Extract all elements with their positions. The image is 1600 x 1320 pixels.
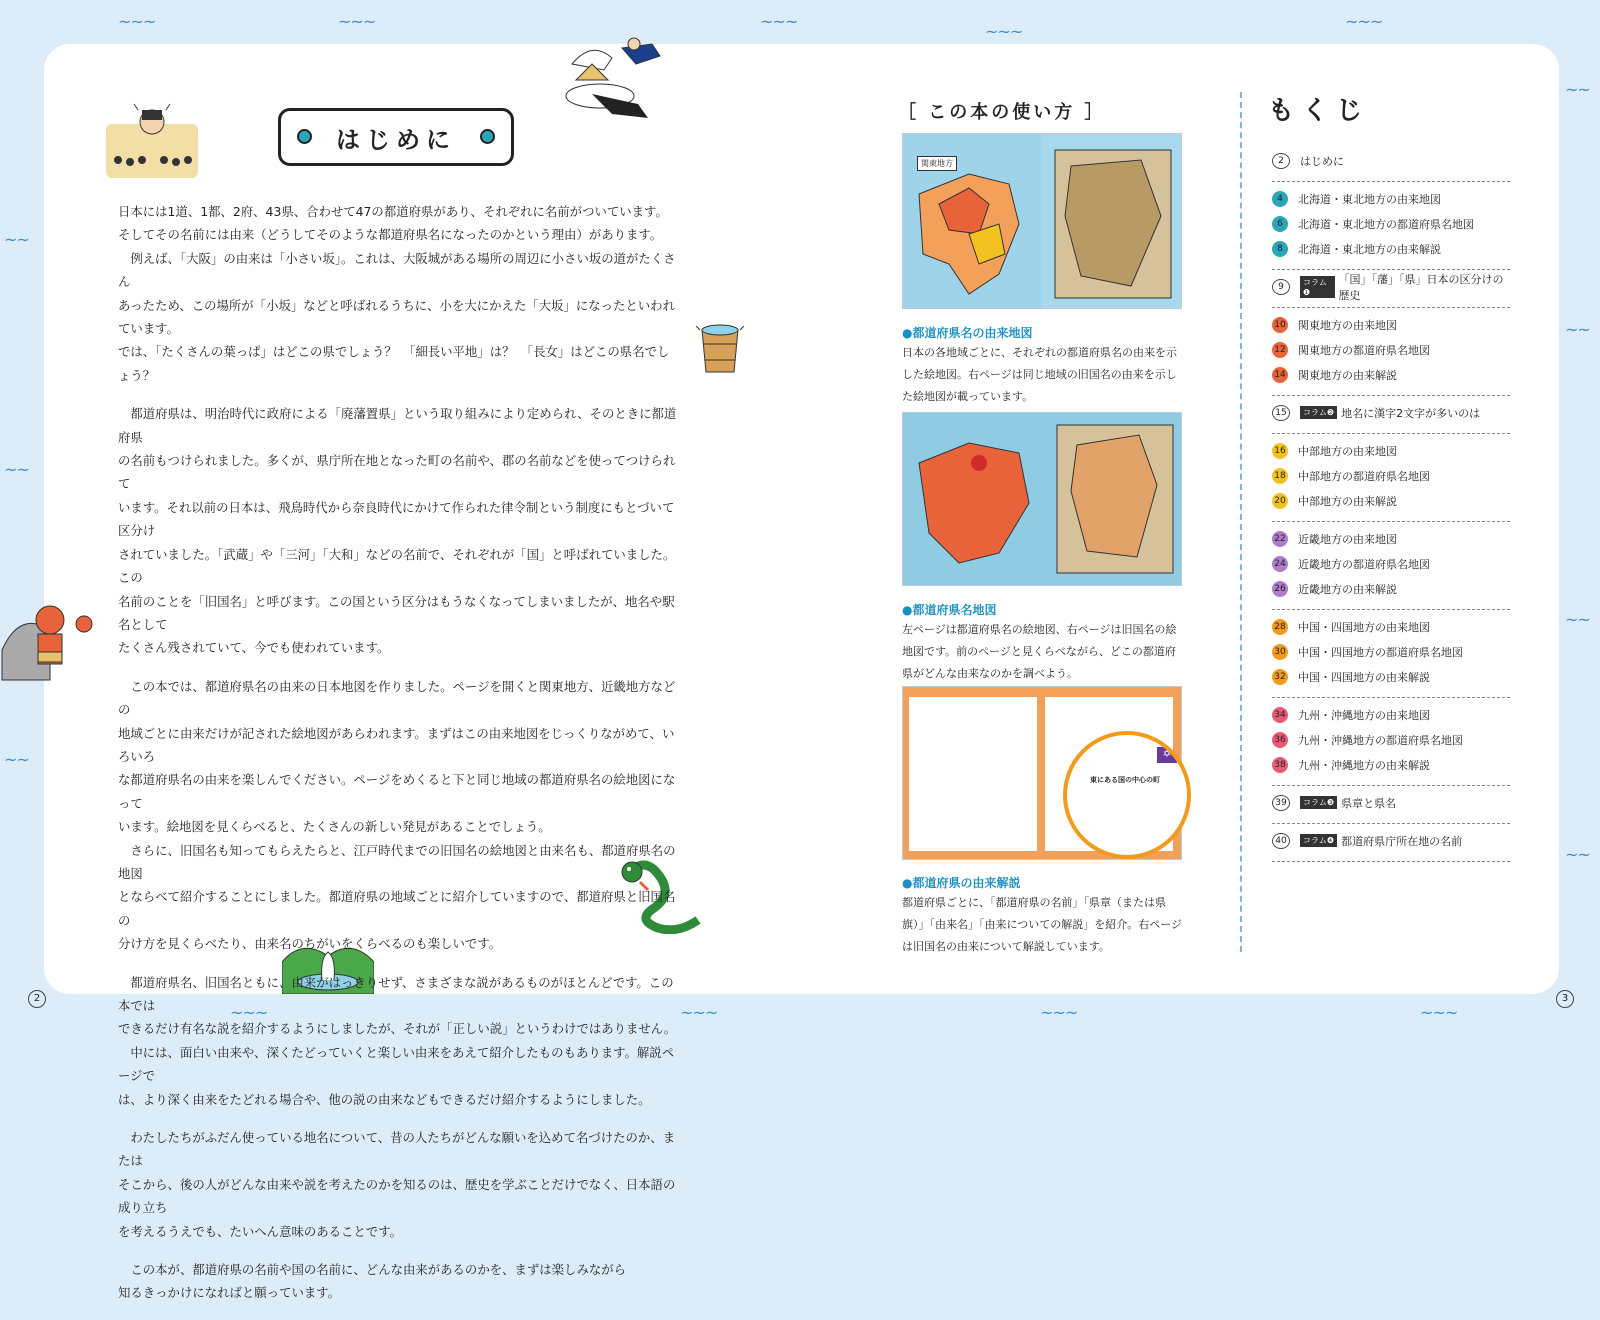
toc-group	[1272, 434, 1510, 522]
howto-desc-1: 日本の各地域ごとに、それぞれの都道府県名の由来を示した絵地図。右ページは同じ地域の旧国名の由来を示した絵地図が載っています。	[902, 346, 1177, 403]
old-province-map-thumbnail	[1051, 146, 1175, 302]
toc-page-number: 24	[1272, 556, 1288, 572]
sample-page-explanation	[902, 686, 1182, 860]
toc-entry[interactable]	[1272, 752, 1510, 777]
toc-entry-label: 県章と県名	[1341, 796, 1397, 810]
toc-entry-label: 中国・四国地方の由来地図	[1298, 620, 1430, 634]
howto-caption-3: ●都道府県の由来解説	[902, 876, 1021, 890]
toc-entry-label: 中部地方の由来地図	[1298, 444, 1397, 458]
toc-entry-label: 地名に漢字2文字が多いのは	[1341, 406, 1481, 420]
toc-page-number: 34	[1272, 707, 1288, 723]
toc-entry-label: 近畿地方の由来解説	[1298, 582, 1397, 596]
toc-entry[interactable]	[1272, 211, 1510, 236]
toc-entry[interactable]	[1272, 727, 1510, 752]
column-divider	[1240, 92, 1242, 952]
howto-desc-2: 左ページは都道府県名の絵地図、右ページは旧国名の絵地図です。前のページと見くらべながら、どこの都道府県がどんな由来なのかを調べよう。	[902, 623, 1177, 680]
toc-group	[1272, 396, 1510, 434]
wave-decoration: ~~	[1565, 320, 1590, 339]
toc-entry-label: 北海道・東北地方の由来地図	[1298, 192, 1441, 206]
intro-paragraph: わたしたちがふだん使っている地名について、昔の人たちがどんな願いを込めて名づけたのか、または そこから、後の人がどんな由来や説を考えたのかを知るのは、歴史を学ぶことだけでなく、日本語の成り立ち を考えるうえでも、たいへん意味のあることです。	[118, 1130, 676, 1239]
toc-group	[1272, 698, 1510, 786]
wave-decoration: ~~~	[1420, 1003, 1458, 1022]
column-tag: コラム❶	[1300, 276, 1335, 298]
toc-page-number: 38	[1272, 757, 1288, 773]
kanto-label: 関東地方	[917, 156, 957, 171]
toc-entry-label: 中部地方の由来解説	[1298, 494, 1397, 508]
toc-entry-label: 九州・沖縄地方の由来地図	[1298, 708, 1430, 722]
toc-page-number: 10	[1272, 317, 1288, 333]
toc-page-number: 8	[1272, 241, 1288, 257]
toc-entry[interactable]	[1272, 551, 1510, 576]
wave-decoration: ~~	[1565, 80, 1590, 99]
toc-page-number: 14	[1272, 367, 1288, 383]
wave-decoration: ~~~	[760, 12, 798, 31]
toc-page-number: 9	[1272, 279, 1290, 295]
wave-decoration: ~~	[4, 460, 29, 479]
column-tag: コラム❸	[1300, 796, 1337, 809]
toc-page-number: 32	[1272, 669, 1288, 685]
province-name-map-thumbnail	[1053, 421, 1177, 577]
wave-decoration: ~~	[1565, 610, 1590, 629]
kanto-map-thumbnail	[909, 164, 1037, 304]
crowd-illustration	[104, 100, 200, 180]
toc-entry-label: 「国」「藩」「県」日本の区分けの歴史	[1338, 272, 1504, 302]
toc-entry[interactable]	[1272, 526, 1510, 551]
toc-page-number: 12	[1272, 342, 1288, 358]
column-tag: コラム❹	[1300, 834, 1337, 847]
wave-decoration: ~~~	[985, 22, 1023, 41]
emblem-icon: ✡	[1157, 747, 1177, 763]
toc-page-number: 16	[1272, 443, 1288, 459]
toc-group	[1272, 182, 1510, 270]
toc-entry[interactable]	[1272, 614, 1510, 639]
toc-entry-label: 九州・沖縄地方の都道府県名地図	[1298, 733, 1463, 747]
toc-page-number: 6	[1272, 216, 1288, 232]
sample-page-prefecture-map	[902, 412, 1182, 586]
toc-entry-label: 九州・沖縄地方の由来解説	[1298, 758, 1430, 772]
bucket-illustration	[694, 316, 746, 376]
toc-entry-label: 都道府県庁所在地の名前	[1341, 834, 1463, 848]
intro-paragraph: 日本には1道、1都、2府、43県、合わせて47の都道府県があり、それぞれに名前がついています。 そしてその名前には由来（どうしてそのような都道府県名になったのかという理由）があります。 例えば、「大阪」の由来は「小さい坂」。これは、大阪城がある場所の周辺に小さい坂の道がたくさん あったため、この場所が「小坂」などと呼ばれるうちに、小を大にかえた「大坂」になったといわれています。 では、「たくさんの葉っぱ」はどこの県でしょう？ 「細長い平地」は？ 「長女」はどこの県名でしょう？	[118, 204, 676, 383]
toc-entry[interactable]	[1272, 488, 1510, 513]
intro-paragraph: この本では、都道府県名の由来の日本地図を作りました。ページを開くと関東地方、近畿地方などの 地域ごとに由来だけが記された絵地図があらわれます。まずはこの由来地図をじっくりながめて、いろいろ な都道府県名の由来を楽しんでください。ページをめくると下と同じ地域の都道府県名の絵地図になって います。絵地図を見くらべると、たくさんの新しい発見があることでしょう。 さらに、旧国名も知ってもらえたらと、江戸時代までの旧国名の絵地図と由来名も、都道府県名の地図 とならべて紹介することにしました。都道府県の地域ごとに紹介していますので、都道府県と旧国名の 分け方を見くらべたり、由来名のちがいをくらべるのも楽しいです。	[118, 678, 676, 952]
column-tag: コラム❷	[1300, 406, 1337, 419]
toc-page-number: 30	[1272, 644, 1288, 660]
howto-desc-3: 都道府県ごとに、「都道府県の名前」「県章（または県旗）」「由来名」「由来についての解説」を紹介。右ページは旧国名の由来について解説しています。	[902, 896, 1183, 953]
toc-entry[interactable]	[1272, 236, 1510, 261]
toc-page-number: 20	[1272, 493, 1288, 509]
intro-title: はじめに	[336, 125, 456, 154]
toc-group	[1272, 308, 1510, 396]
prefecture-map-thumbnail	[909, 433, 1039, 573]
wave-decoration: ~~~	[1345, 12, 1383, 31]
toc-group	[1272, 522, 1510, 610]
intro-paragraph: 都道府県名、旧国名ともに、由来がはっきりせず、さまざまな説があるものがほとんどです。この本では できるだけ有名な説を紹介するようにしましたが、それが「正しい説」というわけではありません。 中には、面白い由来や、深くたどっていくと楽しい由来をあえて紹介したものもあります。解説ページで は、より深く由来をたどれる場合や、他の説の由来などもできるだけ紹介するようにしました。	[118, 974, 677, 1107]
wave-decoration: ~~	[1565, 845, 1590, 864]
toc-entry-label: 北海道・東北地方の都道府県名地図	[1298, 217, 1474, 231]
toc-entry[interactable]	[1272, 312, 1510, 337]
toc-page-number: 2	[1272, 153, 1290, 169]
toc-group	[1272, 144, 1510, 182]
toc-entry[interactable]	[1272, 463, 1510, 488]
toc-group	[1272, 270, 1510, 308]
toc-entry[interactable]	[1272, 664, 1510, 689]
toc-entry-label: 関東地方の由来解説	[1298, 368, 1397, 382]
page-number-right: 3	[1556, 990, 1574, 1008]
toc-entry-label: 中部地方の都道府県名地図	[1298, 469, 1430, 483]
toc-entry-label: はじめに	[1300, 154, 1344, 168]
toc-entry-label: 近畿地方の由来地図	[1298, 532, 1397, 546]
toc-entry[interactable]	[1272, 790, 1510, 815]
toc-group	[1272, 786, 1510, 824]
toc-page-number: 39	[1272, 795, 1290, 811]
toc-entry[interactable]	[1272, 148, 1510, 173]
intro-paragraph: 都道府県は、明治時代に政府による「廃藩置県」という取り組みにより定められ、そのときに都道府県 の名前もつけられました。多くが、県庁所在地となった町の名前や、郡の名前などを使ってつけられて います。それ以前の日本は、飛鳥時代から奈良時代にかけて作られた律令制という制度にもとづいて区分け されていました。「武蔵」や「三河」「大和」などの名前で、それぞれが「国」と呼ばれていました。この 名前のことを「旧国名」と呼びます。この国という区分はもうなくなってしまいましたが、地名や駅名として たくさん残されていて、今でも使われています。	[118, 406, 677, 656]
wave-decoration: ~~~	[118, 12, 156, 31]
toc-entry[interactable]	[1272, 362, 1510, 387]
toc-entry[interactable]	[1272, 639, 1510, 664]
toc-group	[1272, 824, 1510, 862]
title-dot-left	[297, 129, 312, 144]
wave-decoration: ~~~	[1040, 1003, 1078, 1022]
toc-entry[interactable]	[1272, 400, 1510, 425]
toc-page-number: 15	[1272, 405, 1290, 421]
toc-entry[interactable]	[1272, 828, 1510, 853]
toc-title: もくじ	[1268, 96, 1371, 126]
howto-caption-1: ●都道府県名の由来地図	[902, 326, 1033, 340]
sample-page-origin-map	[902, 133, 1182, 309]
toc-page-number: 4	[1272, 191, 1288, 207]
title-dot-right	[480, 129, 495, 144]
toc-page-number: 40	[1272, 833, 1290, 849]
toc-entry-label: 北海道・東北地方の由来解説	[1298, 242, 1441, 256]
toc-entry-label: 中国・四国地方の由来解説	[1298, 670, 1430, 684]
zoom-circle	[1063, 731, 1191, 859]
flying-travelers-illustration	[552, 34, 670, 126]
toc-entry[interactable]	[1272, 337, 1510, 362]
toc-entry-label: 関東地方の由来地図	[1298, 318, 1397, 332]
toc-entry[interactable]	[1272, 438, 1510, 463]
toc-entry-label: 近畿地方の都道府県名地図	[1298, 557, 1430, 571]
toc-page-number: 28	[1272, 619, 1288, 635]
toc-entry[interactable]	[1272, 272, 1510, 302]
wave-decoration: ~~	[4, 230, 29, 249]
intro-title-box	[278, 108, 514, 166]
toc-entry[interactable]	[1272, 702, 1510, 727]
intro-body	[118, 200, 678, 1320]
wave-decoration: ~~~	[230, 1003, 268, 1022]
howto-title: ［ この本の使い方 ］	[898, 102, 1106, 123]
toc-entry-label: 関東地方の都道府県名地図	[1298, 343, 1430, 357]
intro-paragraph: この本が、都道府県の名前や国の名前に、どんな由来があるのかを、まずは楽しみながら 知るきっかけになればと願っています。	[118, 1262, 627, 1301]
toc-group	[1272, 610, 1510, 698]
toc-entry[interactable]	[1272, 186, 1510, 211]
oni-demon-illustration	[0, 590, 100, 690]
toc-entry-label: 中国・四国地方の都道府県名地図	[1298, 645, 1463, 659]
zoom-heading: 東にある国の中心の町	[1090, 776, 1160, 784]
wave-decoration: ~~~	[338, 12, 376, 31]
toc-page-number: 36	[1272, 732, 1288, 748]
wave-decoration: ~~	[4, 750, 29, 769]
toc-page-number: 26	[1272, 581, 1288, 597]
toc-entry[interactable]	[1272, 576, 1510, 601]
toc-page-number: 18	[1272, 468, 1288, 484]
table-of-contents	[1272, 144, 1510, 862]
howto-caption-2: ●都道府県名地図	[902, 603, 997, 617]
page-number-left: 2	[28, 990, 46, 1008]
toc-page-number: 22	[1272, 531, 1288, 547]
wave-decoration: ~~~	[680, 1003, 718, 1022]
